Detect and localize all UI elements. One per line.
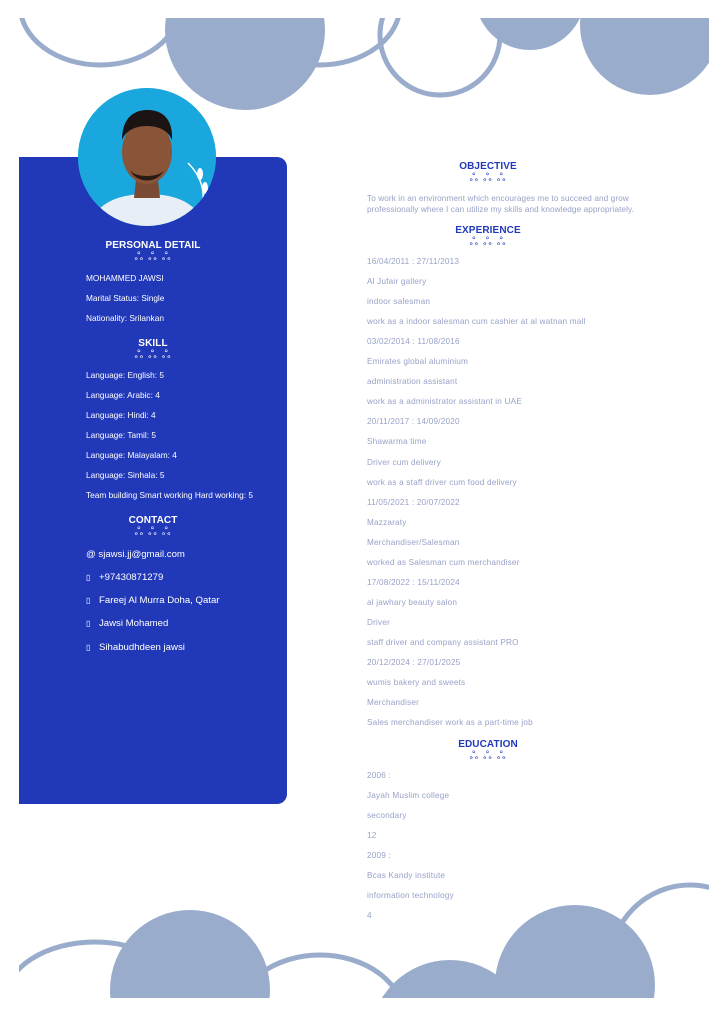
contact-phone: ▯ +97430871279 (86, 572, 164, 583)
experience-line: 17/08/2022 : 15/11/2024 (367, 577, 460, 587)
objective-heading: OBJECTIVE (459, 161, 517, 172)
contact-heading: CONTACT (128, 515, 178, 526)
education-line: Bcas Kandy institute (367, 871, 446, 880)
experience-line: 16/04/2011 : 27/11/2013 (367, 257, 460, 266)
experience-line: Mazzaraty (367, 517, 407, 527)
experience-line: worked as Salesman cum merchandiser (367, 557, 520, 567)
user-icon: ▯ (86, 619, 91, 628)
skill-item: Language: Sinhala: 5 (86, 470, 165, 480)
marital-status: Marital Status: Single (86, 293, 165, 303)
ornament-divider: ஃ ஃ ஃ (469, 172, 507, 184)
experience-heading: EXPERIENCE (455, 225, 521, 236)
ornament-divider: ஃ ஃ ஃ (134, 251, 172, 263)
experience-line: Shawarma time (367, 437, 427, 447)
experience-line: Driver (367, 617, 391, 627)
education-line: 2009 : (367, 851, 391, 860)
phone-icon: ▯ (86, 573, 91, 582)
experience-line: 11/05/2021 : 20/07/2022 (367, 497, 460, 507)
experience-line: work as a staff driver cum food delivery (367, 477, 517, 487)
contact-profile: ▯ Sihabudhdeen jawsi (86, 642, 185, 653)
education-heading: EDUCATION (458, 739, 518, 750)
profile-photo (78, 88, 216, 226)
experience-line: staff driver and company assistant PRO (367, 637, 519, 647)
skill-heading: SKILL (138, 338, 168, 349)
experience-line: Sales merchandiser work as a part-time job (367, 718, 533, 728)
skill-item: Language: English: 5 (86, 370, 164, 380)
experience-line: indoor salesman (367, 297, 431, 307)
skill-item: Language: Tamil: 5 (86, 430, 156, 440)
ornament-divider: ஃ ஃ ஃ (134, 526, 172, 538)
experience-line: work as a indoor salesman cum cashier at al watnan mall (367, 317, 586, 327)
contact-profile: ▯ Jawsi Mohamed (86, 618, 169, 629)
experience-line: work as a administrator assistant in UAE (367, 397, 522, 407)
experience-line: Al Jufair gallery (367, 277, 427, 287)
education-line: Jayah Muslim college (367, 791, 450, 800)
ornament-divider: ஃ ஃ ஃ (469, 236, 507, 248)
experience-line: Merchandiser/Salesman (367, 537, 460, 547)
experience-line: al jawhary beauty salon (367, 597, 458, 607)
location-icon: ▯ (86, 596, 91, 605)
education-line: 2006 : (367, 771, 391, 780)
education-line: 4 (367, 911, 372, 920)
ornament-divider: ஃ ஃ ஃ (469, 750, 507, 762)
experience-line: wumis bakery and sweets (367, 678, 466, 688)
skill-item: Team building Smart working Hard working: 5 (86, 490, 253, 500)
education-line: 12 (367, 831, 377, 840)
education-line: information technology (367, 891, 454, 900)
contact-address: ▯ Fareej Al Murra Doha, Qatar (86, 595, 220, 606)
contact-email[interactable]: @ sjawsi.jj@gmail.com (86, 549, 185, 560)
objective-text: To work in an environment which encourages me to succeed and grow professionally where I can utilize my skills and knowledge appropriately. (367, 194, 634, 214)
experience-line: administration assistant (367, 377, 458, 387)
experience-line: 20/11/2017 : 14/09/2020 (367, 417, 460, 427)
skill-item: Language: Arabic: 4 (86, 390, 160, 400)
experience-line: 20/12/2024 : 27/01/2025 (367, 658, 461, 667)
experience-line: Emirates global aluminium (367, 357, 469, 367)
experience-line: 03/02/2014 : 11/08/2016 (367, 337, 460, 347)
education-line: secondary (367, 811, 407, 820)
experience-line: Merchandiser (367, 698, 420, 708)
personal-name: MOHAMMED JAWSI (86, 273, 164, 283)
ornament-divider: ஃ ஃ ஃ (134, 349, 172, 361)
nationality: Nationality: Srilankan (86, 313, 164, 323)
personal-detail-heading: PERSONAL DETAIL (105, 240, 201, 251)
experience-line: Driver cum delivery (367, 457, 441, 467)
skill-item: Language: Malayalam: 4 (86, 450, 177, 460)
skill-item: Language: Hindi: 4 (86, 410, 156, 420)
user-icon: ▯ (86, 643, 91, 652)
